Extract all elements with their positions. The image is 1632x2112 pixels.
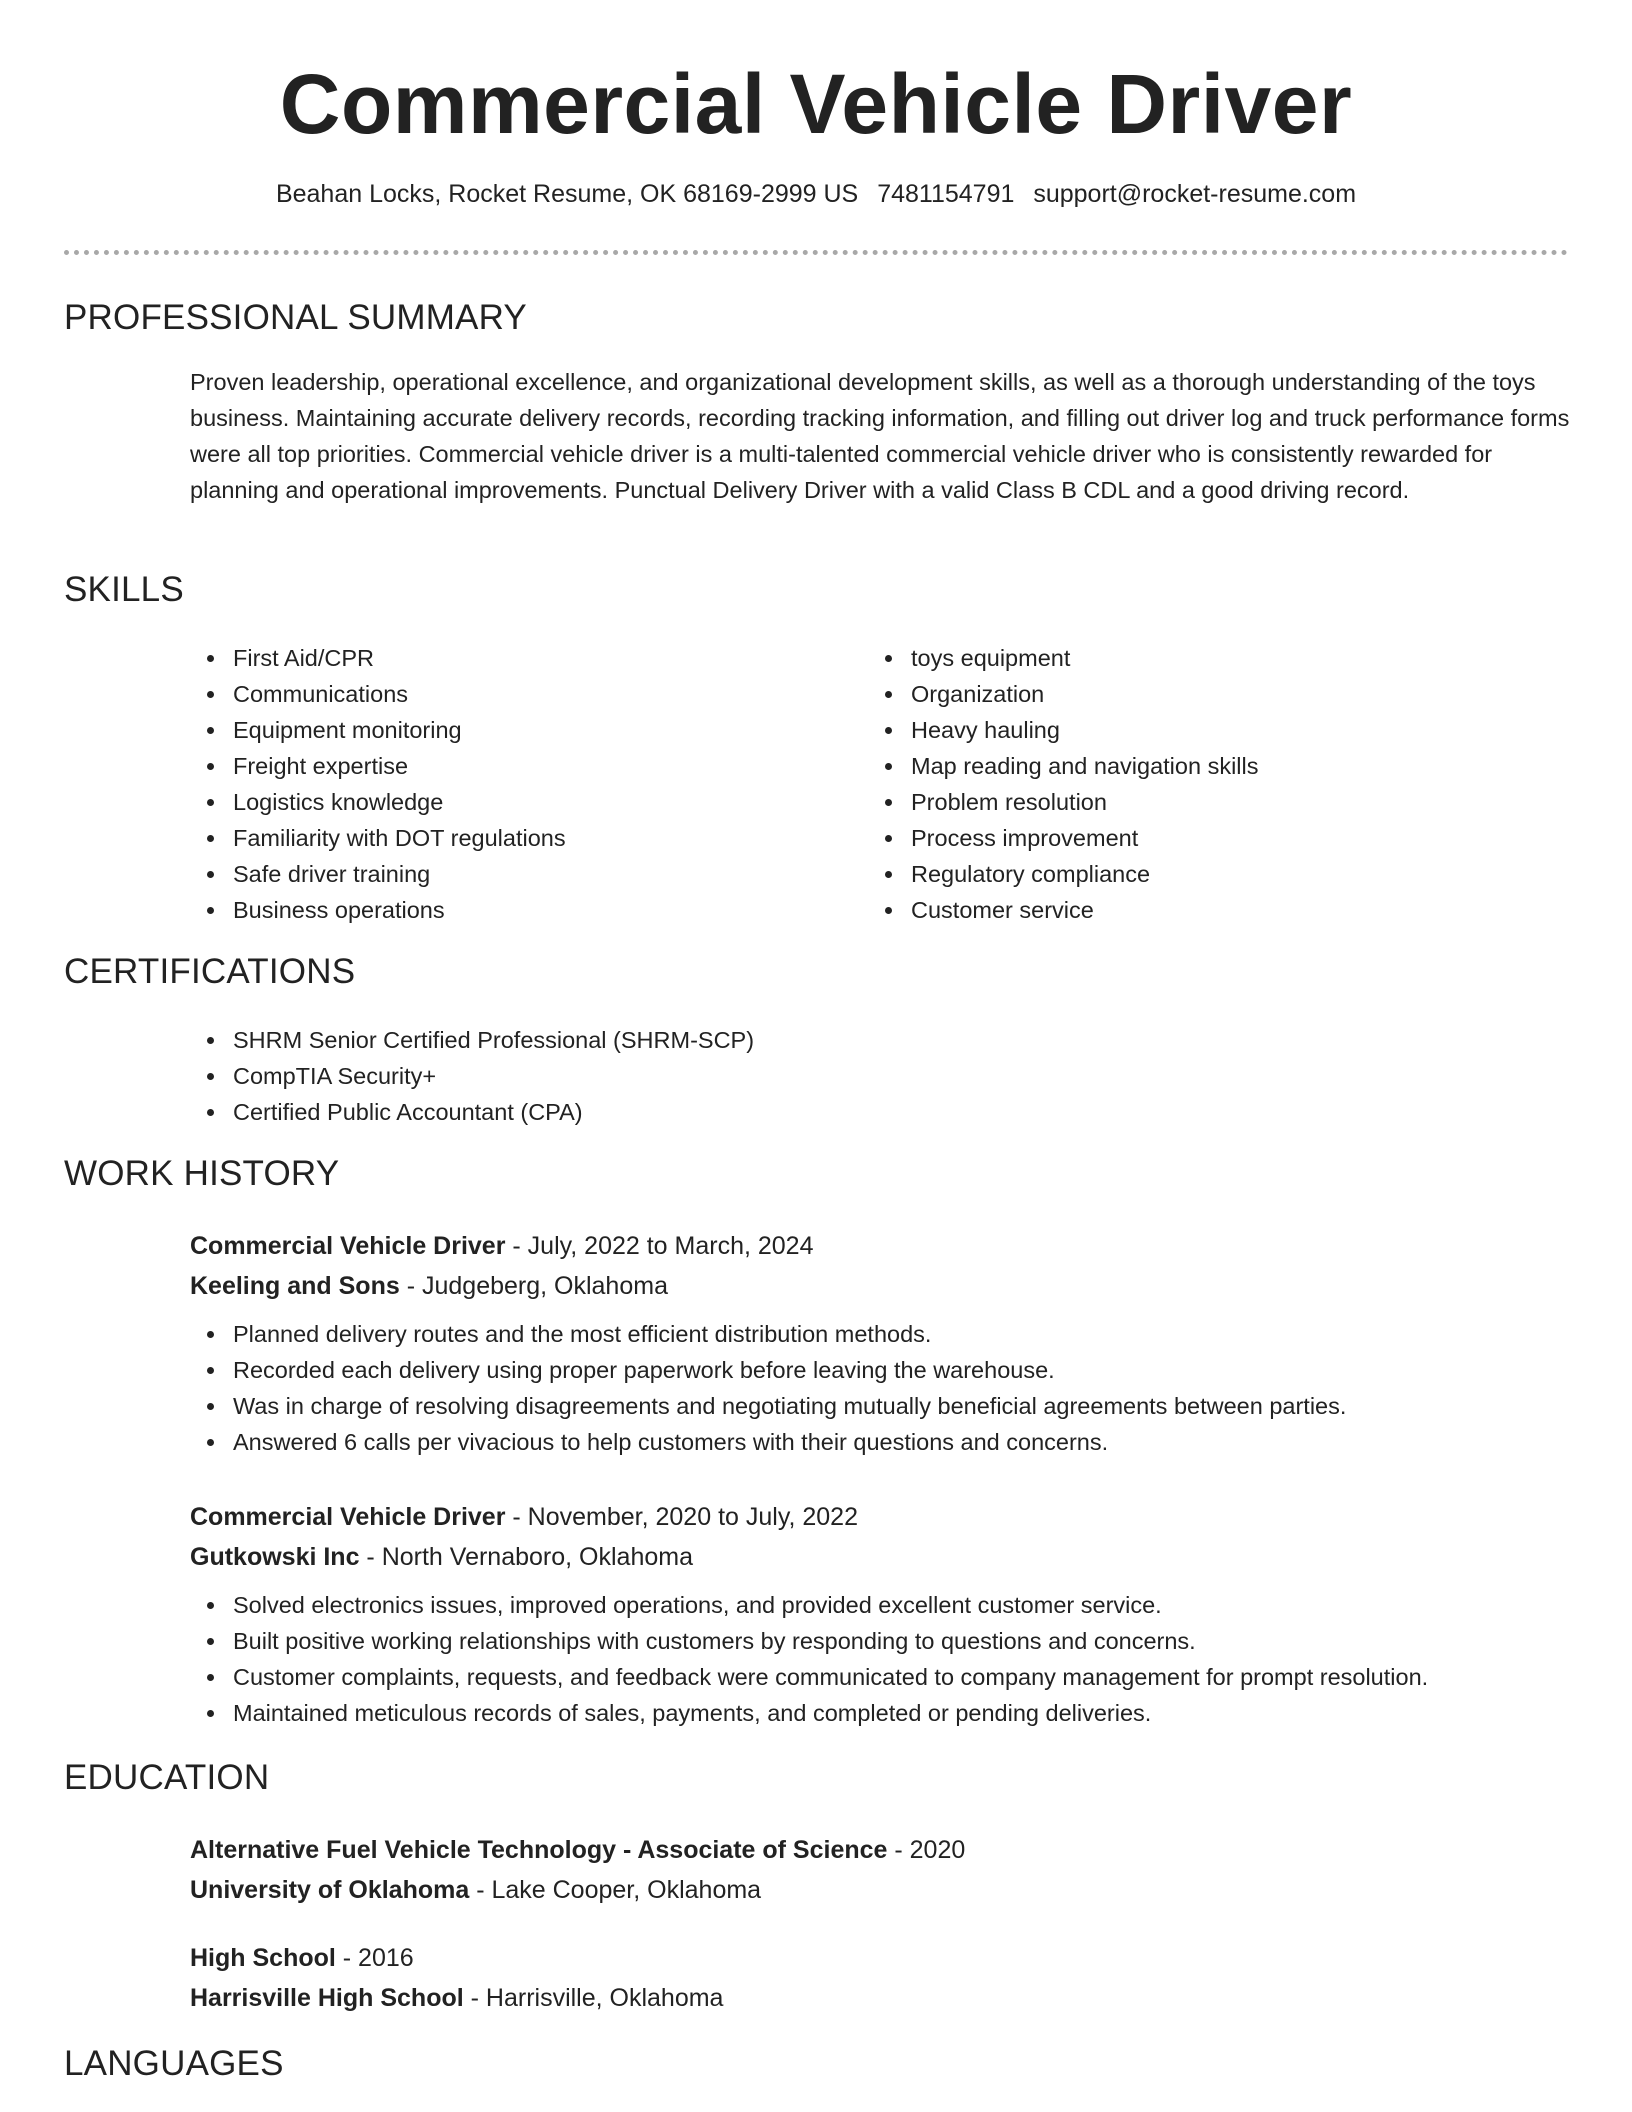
degree-name: High School xyxy=(190,1944,336,1972)
candidate-name: Commercial Vehicle Driver xyxy=(279,57,1353,151)
education-entry xyxy=(190,1938,1570,2018)
job-bullet: Built positive working relationships with customers by responding to questions and concerns. xyxy=(190,1623,1570,1659)
job-title: Commercial Vehicle Driver xyxy=(190,1503,506,1531)
certification-item: CompTIA Security+ xyxy=(190,1058,1570,1094)
job-bullet: Customer complaints, requests, and feedback were communicated to company management for prompt resolution. xyxy=(190,1659,1570,1695)
skill-item: Logistics knowledge xyxy=(190,784,868,820)
section-title-work-history: WORK HISTORY xyxy=(64,1154,340,1193)
skill-item: Equipment monitoring xyxy=(190,712,868,748)
degree-year: - 2016 xyxy=(335,1944,414,1972)
skill-item: Map reading and navigation skills xyxy=(868,748,1546,784)
contact-phone: 7481154791 xyxy=(877,180,1015,208)
school-location: - Harrisville, Oklahoma xyxy=(463,1984,724,2012)
summary-text: Proven leadership, operational excellence, and organizational development skills, as well as a thorough understanding of the toys business. Maintaining accurate delivery records, recording tracking information, and filling out driver log and truck performance forms were all top priorities. Commercial vehicle driver is a multi-talented commercial vehicle driver who is consistently rewarded for planning and operational improvements. Punctual Delivery Driver with a valid Class B CDL and a good driving record. xyxy=(190,369,1570,503)
contact-info xyxy=(0,180,1632,209)
degree-name: Alternative Fuel Vehicle Technology - Associate of Science xyxy=(190,1836,888,1864)
job-bullets xyxy=(190,1587,1570,1731)
job-bullet: Answered 6 calls per vivacious to help customers with their questions and concerns. xyxy=(190,1424,1570,1460)
school-name: Harrisville High School xyxy=(190,1984,464,2012)
job-company: Keeling and Sons xyxy=(190,1272,400,1300)
section-title-education: EDUCATION xyxy=(64,1758,270,1797)
job-company: Gutkowski Inc xyxy=(190,1543,360,1571)
skill-item: Problem resolution xyxy=(868,784,1546,820)
school-line xyxy=(190,1978,1570,2018)
certification-item: Certified Public Accountant (CPA) xyxy=(190,1094,1570,1130)
job-company-line xyxy=(190,1266,1570,1306)
skill-item: Safe driver training xyxy=(190,856,868,892)
degree-year: - 2020 xyxy=(887,1836,966,1864)
school-name: University of Oklahoma xyxy=(190,1876,470,1904)
contact-email: support@rocket-resume.com xyxy=(1033,180,1357,208)
skills-right-list xyxy=(868,640,1546,928)
skill-item: Business operations xyxy=(190,892,868,928)
contact-address: Beahan Locks, Rocket Resume, OK 68169-2999 US xyxy=(275,180,859,208)
section-title-certifications: CERTIFICATIONS xyxy=(64,952,356,991)
school-line xyxy=(190,1870,1570,1910)
job-title-line xyxy=(190,1497,1570,1537)
skill-item: toys equipment xyxy=(868,640,1546,676)
job-title-line xyxy=(190,1226,1570,1266)
certifications-list xyxy=(190,1022,1570,1130)
skill-item: Communications xyxy=(190,676,868,712)
skill-item: Familiarity with DOT regulations xyxy=(190,820,868,856)
skill-item: First Aid/CPR xyxy=(190,640,868,676)
job-bullets xyxy=(190,1316,1570,1460)
skill-item: Heavy hauling xyxy=(868,712,1546,748)
job-entry xyxy=(190,1226,1570,1460)
degree-line xyxy=(190,1830,1570,1870)
skill-item: Customer service xyxy=(868,892,1546,928)
job-bullet: Recorded each delivery using proper paperwork before leaving the warehouse. xyxy=(190,1352,1570,1388)
job-company-line xyxy=(190,1537,1570,1577)
certification-item: SHRM Senior Certified Professional (SHRM-SCP) xyxy=(190,1022,1570,1058)
skill-item: Freight expertise xyxy=(190,748,868,784)
skills-left-list xyxy=(190,640,868,928)
job-bullet: Planned delivery routes and the most efficient distribution methods. xyxy=(190,1316,1570,1352)
summary-block xyxy=(190,364,1570,508)
skill-item: Regulatory compliance xyxy=(868,856,1546,892)
degree-line xyxy=(190,1938,1570,1978)
section-title-summary: PROFESSIONAL SUMMARY xyxy=(64,298,527,337)
skill-item: Process improvement xyxy=(868,820,1546,856)
job-bullet: Maintained meticulous records of sales, payments, and completed or pending deliveries. xyxy=(190,1695,1570,1731)
section-title-languages: LANGUAGES xyxy=(64,2044,284,2083)
job-title: Commercial Vehicle Driver xyxy=(190,1232,506,1260)
section-title-skills: SKILLS xyxy=(64,570,184,609)
job-bullet: Was in charge of resolving disagreements and negotiating mutually beneficial agreements between parties. xyxy=(190,1388,1570,1424)
school-location: - Lake Cooper, Oklahoma xyxy=(469,1876,762,1904)
job-entry xyxy=(190,1497,1570,1731)
certifications-block xyxy=(190,1022,1570,1130)
job-dates: - July, 2022 to March, 2024 xyxy=(505,1232,814,1260)
header-divider xyxy=(64,250,1568,255)
skills-block xyxy=(190,640,1570,928)
skill-item: Organization xyxy=(868,676,1546,712)
education-entry xyxy=(190,1830,1570,1910)
job-location: - North Vernaboro, Oklahoma xyxy=(359,1543,693,1571)
job-bullet: Solved electronics issues, improved operations, and provided excellent customer service. xyxy=(190,1587,1570,1623)
job-location: - Judgeberg, Oklahoma xyxy=(399,1272,668,1300)
job-dates: - November, 2020 to July, 2022 xyxy=(505,1503,858,1531)
